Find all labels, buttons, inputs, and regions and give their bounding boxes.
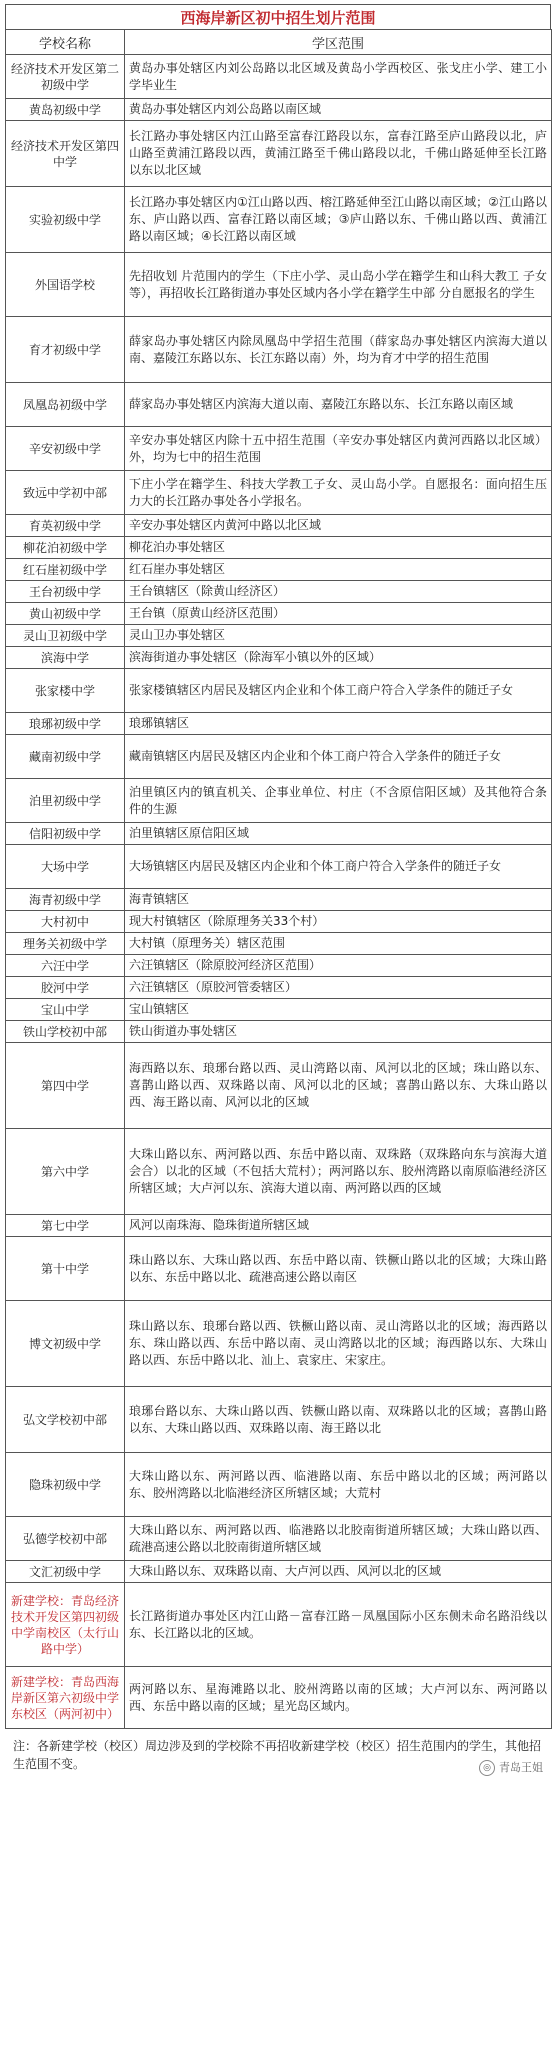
district-range-cell: 大场镇辖区内居民及辖区内企业和个体工商户符合入学条件的随迁子女 (125, 845, 552, 889)
school-name-cell: 新建学校：青岛西海岸新区第六初级中学东校区（两河初中） (6, 1667, 125, 1729)
district-range-cell: 风河以南珠海、隐珠街道所辖区域 (125, 1215, 552, 1237)
document (5, 4, 551, 1783)
table-row (6, 1301, 552, 1387)
district-range-cell: 大珠山路以东、两河路以西、东岳中路以南、双珠路（双珠路向东与滨海大道会合）以北的区域（不包括大荒村）；两河路以东、胶州湾路以南原临港经济区所辖区域；大卢河以东、滨海大道以南、两河路以西的区域 (125, 1129, 552, 1215)
header-district-range: 学区范围 (125, 30, 552, 55)
school-name-cell: 信阳初级中学 (6, 823, 125, 845)
district-range-cell: 长江路办事处辖区内①江山路以西、榕江路延伸至江山路以南区域；②江山路以东、庐山路以西、富春江路以南区域；③庐山路以东、千佛山路以西、黄浦江路以南区域；④长江路以南区域 (125, 187, 552, 253)
table-row (6, 317, 552, 383)
school-name-cell: 黄岛初级中学 (6, 99, 125, 121)
table-row (6, 1215, 552, 1237)
school-name-cell: 海青初级中学 (6, 889, 125, 911)
table-row (6, 1237, 552, 1301)
district-range-cell: 现大村镇辖区（除原理务关33个村） (125, 911, 552, 933)
table-row (6, 383, 552, 427)
district-range-cell: 黄岛办事处辖区内刘公岛路以北区域及黄岛小学西校区、张戈庄小学、建工小学毕业生 (125, 55, 552, 99)
table-row (6, 845, 552, 889)
school-name-cell: 柳花泊初级中学 (6, 537, 125, 559)
table-row (6, 889, 552, 911)
district-range-cell: 长江路办事处辖区内江山路至富春江路段以东，富春江路至庐山路段以北，庐山路至黄浦江路段以西，黄浦江路至千佛山路段以北，千佛山路延伸至长江路以东以北区域 (125, 121, 552, 187)
district-table (5, 29, 552, 1729)
district-range-cell: 海西路以东、琅琊台路以西、灵山湾路以南、风河以北的区域；珠山路以东、喜鹊山路以西、双珠路以南、风河以北的区域；喜鹊山路以东、大珠山路以西、海王路以南、风河以北的区域 (125, 1043, 552, 1129)
school-name-cell: 第四中学 (6, 1043, 125, 1129)
district-range-cell: 铁山街道办事处辖区 (125, 1021, 552, 1043)
table-row (6, 977, 552, 999)
district-range-cell: 薛家岛办事处辖区内滨海大道以南、嘉陵江东路以东、长江东路以南区域 (125, 383, 552, 427)
district-range-cell: 珠山路以东、琅琊台路以西、铁橛山路以南、灵山湾路以北的区域；海西路以东、珠山路以西、东岳中路以南、灵山湾路以北的区域；海西路以东、大珠山路以西、东岳中路以北、汕上、袁家庄、宋家庄。 (125, 1301, 552, 1387)
school-name-cell: 经济技术开发区第四中学 (6, 121, 125, 187)
school-name-cell: 育才初级中学 (6, 317, 125, 383)
school-name-cell: 隐珠初级中学 (6, 1453, 125, 1517)
watermark (479, 1759, 543, 1777)
table-row (6, 823, 552, 845)
district-range-cell: 珠山路以东、大珠山路以西、东岳中路以南、铁橛山路以北的区域；大珠山路以东、东岳中路以北、疏港高速公路以南区 (125, 1237, 552, 1301)
school-name-cell: 第七中学 (6, 1215, 125, 1237)
district-range-cell: 大村镇（原理务关）辖区范围 (125, 933, 552, 955)
table-body (6, 55, 552, 1729)
school-name-cell: 博文初级中学 (6, 1301, 125, 1387)
district-range-cell: 海青镇辖区 (125, 889, 552, 911)
school-name-cell: 胶河中学 (6, 977, 125, 999)
school-name-cell: 育英初级中学 (6, 515, 125, 537)
school-name-cell: 凤凰岛初级中学 (6, 383, 125, 427)
table-row (6, 55, 552, 99)
school-name-cell: 六汪中学 (6, 955, 125, 977)
school-name-cell: 张家楼中学 (6, 669, 125, 713)
school-name-cell: 大场中学 (6, 845, 125, 889)
school-name-cell: 王台初级中学 (6, 581, 125, 603)
table-row (6, 735, 552, 779)
table-row (6, 1667, 552, 1729)
district-range-cell: 王台镇辖区（除黄山经济区） (125, 581, 552, 603)
school-name-cell: 第六中学 (6, 1129, 125, 1215)
district-range-cell: 黄岛办事处辖区内刘公岛路以南区域 (125, 99, 552, 121)
district-range-cell: 泊里镇区内的镇直机关、企事业单位、村庄（不含原信阳区域）及其他符合条件的生源 (125, 779, 552, 823)
district-range-cell: 六汪镇辖区（除原胶河经济区范围） (125, 955, 552, 977)
school-name-cell: 泊里初级中学 (6, 779, 125, 823)
district-range-cell: 大珠山路以东、两河路以西、临港路以南、东岳中路以北的区域；两河路以东、胶州湾路以北临港经济区所辖区域；大荒村 (125, 1453, 552, 1517)
footnote-text: 注：各新建学校（校区）周边涉及到的学校除不再招收新建学校（校区）招生范围内的学生，其他招生范围不变。 (13, 1739, 542, 1771)
district-range-cell: 下庄小学在籍学生、科技大学教工子女、灵山岛小学。自愿报名：面向招生压力大的长江路办事处各小学报名。 (125, 471, 552, 515)
district-range-cell: 辛安办事处辖区内黄河中路以北区域 (125, 515, 552, 537)
school-name-cell: 红石崖初级中学 (6, 559, 125, 581)
table-row (6, 581, 552, 603)
table-row (6, 603, 552, 625)
table-row (6, 1043, 552, 1129)
school-name-cell: 灵山卫初级中学 (6, 625, 125, 647)
wechat-icon: ◎ (479, 1760, 495, 1776)
table-row (6, 647, 552, 669)
school-name-cell: 琅琊初级中学 (6, 713, 125, 735)
district-range-cell: 张家楼镇辖区内居民及辖区内企业和个体工商户符合入学条件的随迁子女 (125, 669, 552, 713)
table-row (6, 253, 552, 317)
school-name-cell: 第十中学 (6, 1237, 125, 1301)
district-range-cell: 先招收划 片范围内的学生（下庄小学、灵山岛小学在籍学生和山科大教工 子女等），再招收长江路街道办事处区域内各小学在籍学生中部 分自愿报名的学生 (125, 253, 552, 317)
table-row (6, 121, 552, 187)
school-name-cell: 辛安初级中学 (6, 427, 125, 471)
school-name-cell: 经济技术开发区第二初级中学 (6, 55, 125, 99)
district-range-cell: 藏南镇辖区内居民及辖区内企业和个体工商户符合入学条件的随迁子女 (125, 735, 552, 779)
table-row (6, 99, 552, 121)
table-row (6, 559, 552, 581)
table-row (6, 625, 552, 647)
table-row (6, 537, 552, 559)
school-name-cell: 宝山中学 (6, 999, 125, 1021)
table-row (6, 1583, 552, 1667)
school-name-cell: 弘德学校初中部 (6, 1517, 125, 1561)
table-row (6, 999, 552, 1021)
table-row (6, 187, 552, 253)
district-range-cell: 滨海街道办事处辖区（除海军小镇以外的区域） (125, 647, 552, 669)
page-title: 西海岸新区初中招生划片范围 (5, 4, 551, 29)
district-range-cell: 灵山卫办事处辖区 (125, 625, 552, 647)
school-name-cell: 新建学校：青岛经济技术开发区第四初级中学南校区（太行山路中学） (6, 1583, 125, 1667)
school-name-cell: 文汇初级中学 (6, 1561, 125, 1583)
school-name-cell: 外国语学校 (6, 253, 125, 317)
table-row (6, 515, 552, 537)
district-range-cell: 长江路街道办事处区内江山路－富春江路－凤凰国际小区东侧未命名路沿线以东、长江路以北的区域。 (125, 1583, 552, 1667)
table-row (6, 1453, 552, 1517)
table-row (6, 427, 552, 471)
district-range-cell: 薛家岛办事处辖区内除凤凰岛中学招生范围（薛家岛办事处辖区内滨海大道以南、嘉陵江东路以东、长江东路以南）外，均为育才中学的招生范围 (125, 317, 552, 383)
school-name-cell: 弘文学校初中部 (6, 1387, 125, 1453)
district-range-cell: 琅琊镇辖区 (125, 713, 552, 735)
district-range-cell: 琅琊台路以东、大珠山路以西、铁橛山路以南、双珠路以北的区域；喜鹊山路以东、大珠山路以西、双珠路以南、海王路以北 (125, 1387, 552, 1453)
table-row (6, 1517, 552, 1561)
district-range-cell: 大珠山路以东、双珠路以南、大卢河以西、风河以北的区域 (125, 1561, 552, 1583)
district-range-cell: 大珠山路以东、两河路以西、临港路以北胶南街道所辖区域；大珠山路以西、疏港高速公路以北胶南街道所辖区域 (125, 1517, 552, 1561)
table-row (6, 713, 552, 735)
table-row (6, 1021, 552, 1043)
table-row (6, 1387, 552, 1453)
table-row (6, 1561, 552, 1583)
table-row (6, 955, 552, 977)
school-name-cell: 理务关初级中学 (6, 933, 125, 955)
school-name-cell: 致远中学初中部 (6, 471, 125, 515)
table-row (6, 933, 552, 955)
header-school-name: 学校名称 (6, 30, 125, 55)
district-range-cell: 两河路以东、星海滩路以北、胶州湾路以南的区域；大卢河以东、两河路以西、东岳中路以南的区域；星光岛区域内。 (125, 1667, 552, 1729)
district-range-cell: 柳花泊办事处辖区 (125, 537, 552, 559)
footnote (5, 1729, 551, 1783)
school-name-cell: 实验初级中学 (6, 187, 125, 253)
school-name-cell: 铁山学校初中部 (6, 1021, 125, 1043)
table-row (6, 669, 552, 713)
school-name-cell: 藏南初级中学 (6, 735, 125, 779)
district-range-cell: 辛安办事处辖区内除十五中招生范围（辛安办事处辖区内黄河西路以北区域）外，均为七中的招生范围 (125, 427, 552, 471)
district-range-cell: 宝山镇辖区 (125, 999, 552, 1021)
district-range-cell: 红石崖办事处辖区 (125, 559, 552, 581)
table-header-row (6, 30, 552, 55)
district-range-cell: 六汪镇辖区（原胶河管委辖区） (125, 977, 552, 999)
table-row (6, 779, 552, 823)
school-name-cell: 黄山初级中学 (6, 603, 125, 625)
district-range-cell: 泊里镇辖区原信阳区域 (125, 823, 552, 845)
table-row (6, 471, 552, 515)
school-name-cell: 滨海中学 (6, 647, 125, 669)
district-range-cell: 王台镇（原黄山经济区范围） (125, 603, 552, 625)
table-row (6, 1129, 552, 1215)
watermark-text: 青岛王姐 (499, 1761, 543, 1774)
school-name-cell: 大村初中 (6, 911, 125, 933)
table-row (6, 911, 552, 933)
